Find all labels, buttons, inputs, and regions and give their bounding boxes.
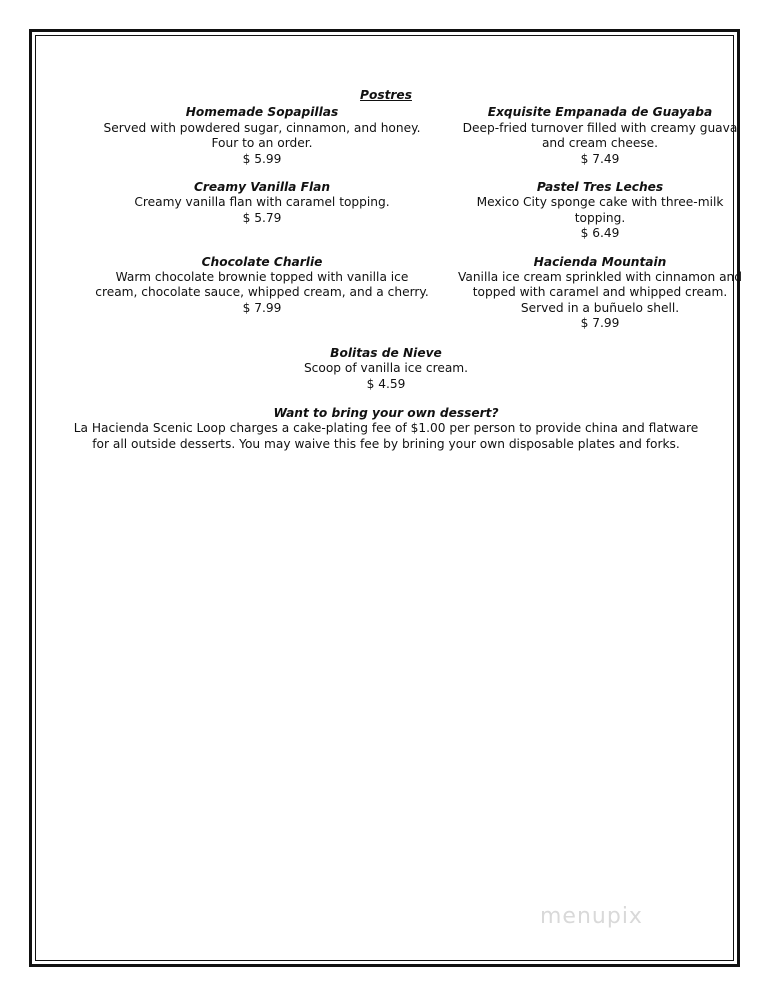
watermark-logo: menupix [540, 904, 643, 929]
item-description: Scoop of vanilla ice cream. [303, 361, 469, 376]
item-name: Exquisite Empanada de Guayaba [487, 105, 713, 120]
item-price: $ 6.49 [580, 226, 620, 241]
item-description: Warm chocolate brownie topped with vanilla ice cream, chocolate sauce, whipped cream, and a cherry. [95, 270, 429, 300]
item-price: $ 7.99 [242, 300, 282, 315]
menu-item [93, 255, 431, 332]
item-price: $ 5.79 [242, 210, 282, 225]
item-description: Mexico City sponge cake with three-milk topping. [476, 195, 724, 225]
byo-title: Want to bring your own dessert? [273, 405, 499, 420]
byo-text: La Hacienda Scenic Loop charges a cake-plating fee of $1.00 per person to provide china and flatware for all outside desserts. You may waive this fee by brining your own disposable plates and forks. [73, 421, 699, 451]
item-description: Vanilla ice cream sprinkled with cinnamon and topped with caramel and whipped cream. Served in a buñuelo shell. [457, 270, 743, 315]
item-price: $ 4.59 [366, 376, 406, 391]
menu-item [451, 105, 749, 167]
item-description: Served with powdered sugar, cinnamon, and honey. Four to an order. [103, 120, 421, 151]
menu-item [451, 180, 749, 242]
menu-item [93, 180, 431, 242]
item-price: $ 5.99 [242, 151, 282, 166]
item-name: Hacienda Mountain [533, 254, 667, 269]
menu-item [236, 346, 536, 392]
item-name: Creamy Vanilla Flan [193, 180, 331, 195]
item-price: $ 7.99 [580, 316, 620, 331]
menu-item [451, 255, 749, 332]
bring-your-own-section [40, 406, 732, 452]
item-price: $ 7.49 [580, 151, 620, 166]
section-title: Postres [360, 88, 412, 102]
menu-item [93, 105, 431, 167]
menu-content [40, 88, 743, 452]
item-description: Creamy vanilla flan with caramel topping. [134, 195, 390, 210]
item-name: Homemade Sopapillas [185, 105, 339, 120]
item-description: Deep-fried turnover filled with creamy guava and cream cheese. [462, 120, 738, 151]
item-name: Bolitas de Nieve [330, 345, 442, 360]
item-name: Chocolate Charlie [201, 254, 323, 269]
menu-items-grid [93, 105, 743, 331]
item-name: Pastel Tres Leches [536, 180, 664, 195]
